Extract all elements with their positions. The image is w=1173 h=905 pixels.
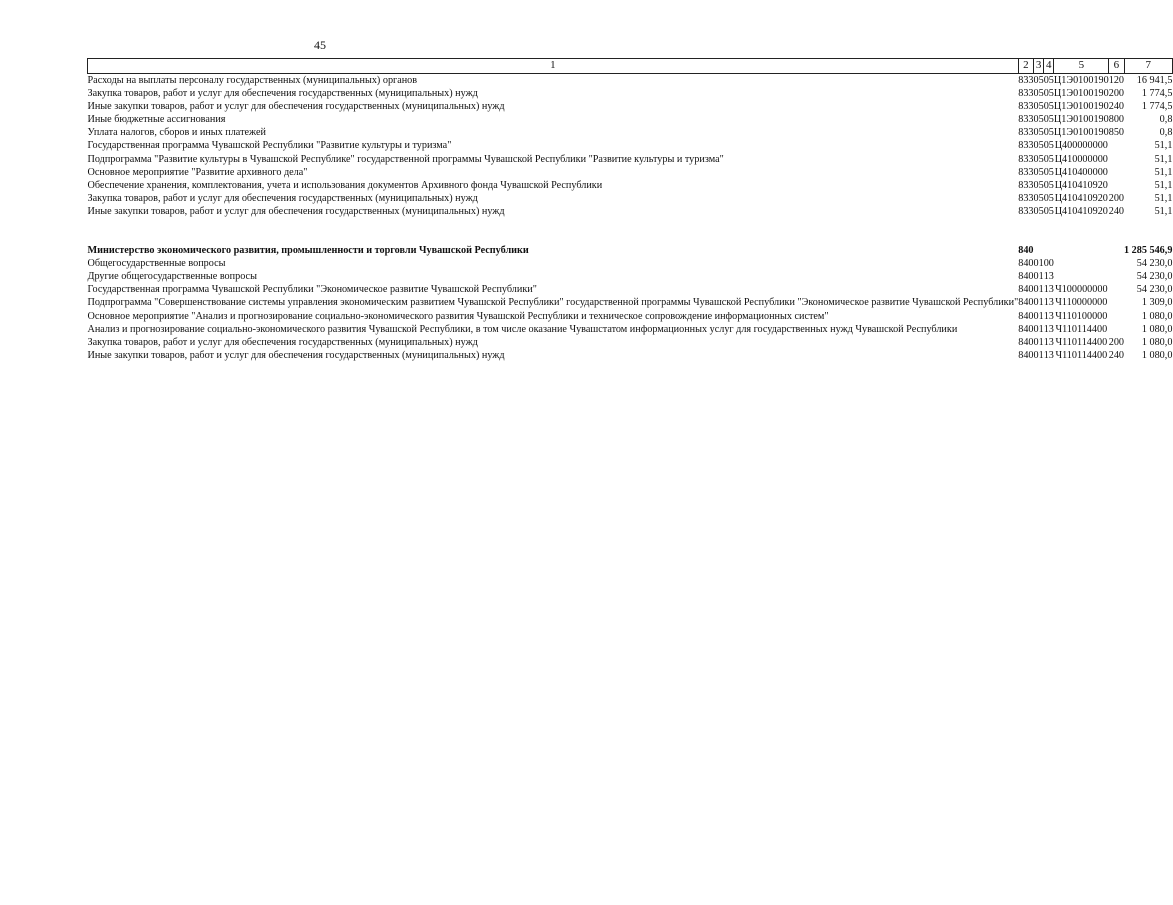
row-target-article-cell: Ч110100000 (1055, 310, 1108, 322)
table-row (88, 257, 1173, 270)
row-section-cell: 05 (1033, 153, 1044, 165)
row-ministry-cell: 833 (1018, 88, 1034, 100)
row-amount-cell: 1 080,0 (1141, 349, 1173, 361)
row-subsection-cell: 05 (1043, 114, 1054, 126)
row-expense-type-cell: 200 (1108, 88, 1125, 100)
row-subsection-cell: 05 (1043, 192, 1054, 204)
row-amount-cell: 51,1 (1154, 140, 1173, 152)
row-amount-cell: 51,1 (1154, 205, 1173, 217)
row-amount-cell: 0,8 (1159, 114, 1173, 126)
row-target-article-cell: Ч110000000 (1055, 297, 1108, 309)
row-section-cell: 05 (1033, 205, 1044, 217)
row-name-cell: Анализ и прогнозирование социально-экономического развития Чувашской Республики, в том числе оказание Чувашстатом информационных услуг для государственных нужд Чувашской Республики (87, 323, 958, 335)
table-row (88, 100, 1173, 113)
row-name-cell: Основное мероприятие "Развитие архивного дела" (87, 166, 308, 178)
row-expense-type-cell: 240 (1108, 205, 1125, 217)
row-target-article-cell: Ц1Э0100190 (1053, 88, 1109, 100)
row-expense-type-cell (1109, 270, 1124, 283)
row-amount-cell: 1 285 546,9 (1124, 245, 1173, 257)
row-expense-type-cell (1109, 310, 1124, 323)
table-row (88, 296, 1173, 309)
row-section-cell: 05 (1033, 179, 1044, 191)
row-name-cell: Общегосударственные вопросы (87, 258, 226, 270)
table-row (88, 179, 1173, 192)
row-expense-type-cell (1109, 296, 1124, 309)
row-ministry-cell: 833 (1018, 75, 1034, 86)
table-body (88, 74, 1173, 362)
row-ministry-cell: 833 (1018, 179, 1034, 191)
row-ministry-cell: 840 (1018, 336, 1034, 348)
row-name-cell: Государственная программа Чувашской Республики "Развитие культуры и туризма" (87, 140, 452, 152)
row-section-cell: 05 (1033, 140, 1044, 152)
row-expense-type-cell: 240 (1108, 101, 1125, 113)
row-ministry-cell: 840 (1018, 271, 1034, 283)
row-ministry-cell: 833 (1018, 192, 1034, 204)
row-amount-cell: 51,1 (1154, 192, 1173, 204)
row-expense-type-cell (1109, 244, 1124, 257)
row-target-article-cell: Ч110114400 (1055, 336, 1108, 348)
row-target-article-cell: Ц1Э0100190 (1053, 75, 1109, 86)
row-subsection-cell (1044, 244, 1054, 257)
table-row (88, 113, 1173, 126)
column-header-row (88, 59, 1173, 74)
row-amount-cell: 51,1 (1154, 179, 1173, 191)
table-row (88, 310, 1173, 323)
row-name-cell: Основное мероприятие "Анализ и прогнозирование социально-экономического развития Чувашской Республики и техническое сопровождение информационных систем" (87, 310, 829, 322)
row-name-cell: Закупка товаров, работ и услуг для обеспечения государственных (муниципальных) нужд (87, 192, 478, 204)
row-section-cell: 01 (1033, 310, 1044, 322)
row-expense-type-cell (1109, 166, 1124, 179)
row-ministry-cell: 833 (1018, 166, 1034, 178)
row-target-article-cell (1054, 257, 1109, 270)
row-amount-cell: 0,8 (1159, 127, 1173, 139)
row-name-cell: Подпрограмма "Развитие культуры в Чувашской Республике" государственной программы Чувашской Республики "Развитие культуры и туризма" (87, 153, 724, 165)
row-section-cell: 05 (1033, 166, 1044, 178)
row-expense-type-cell (1109, 283, 1124, 296)
column-header: 1 (88, 59, 1019, 74)
row-ministry-cell: 833 (1018, 101, 1034, 113)
table-row (88, 126, 1173, 139)
row-expense-type-cell (1109, 179, 1124, 192)
row-amount-cell: 1 080,0 (1141, 310, 1173, 322)
row-name-cell: Иные закупки товаров, работ и услуг для обеспечения государственных (муниципальных) нужд (87, 101, 505, 113)
row-name-cell: Иные бюджетные ассигнования (87, 114, 226, 126)
row-amount-cell: 1 309,0 (1141, 297, 1173, 309)
row-name-cell: Государственная программа Чувашской Республики "Экономическое развитие Чувашской Республики" (87, 284, 537, 296)
row-target-article-cell (1054, 244, 1109, 257)
column-header: 3 (1034, 59, 1044, 74)
row-section-cell: 01 (1033, 297, 1044, 309)
row-expense-type-cell: 850 (1108, 127, 1125, 139)
row-subsection-cell: 13 (1043, 336, 1054, 348)
row-subsection-cell: 05 (1043, 140, 1054, 152)
row-name-cell: Министерство экономического развития, промышленности и торговли Чувашской Республики (87, 245, 529, 257)
row-section-cell: 01 (1033, 336, 1044, 348)
row-amount-cell: 1 774,5 (1141, 101, 1173, 113)
row-ministry-cell: 840 (1018, 310, 1034, 322)
table-row (88, 205, 1173, 218)
row-subsection-cell: 00 (1043, 258, 1054, 270)
row-section-cell: 05 (1033, 88, 1044, 100)
table-row (88, 349, 1173, 362)
row-amount-cell: 54 230,0 (1136, 258, 1173, 270)
row-subsection-cell: 05 (1043, 101, 1054, 113)
row-section-cell: 01 (1033, 284, 1044, 296)
row-target-article-cell: Ч110114400 (1055, 323, 1108, 335)
row-ministry-cell: 833 (1018, 127, 1034, 139)
row-amount-cell: 1 774,5 (1141, 88, 1173, 100)
row-target-article-cell: Ц410410920 (1054, 179, 1108, 191)
row-expense-type-cell: 240 (1108, 349, 1125, 361)
row-subsection-cell: 05 (1043, 153, 1054, 165)
row-target-article-cell: Ц410410920 (1054, 205, 1108, 217)
row-target-article-cell: Ц410410920 (1054, 192, 1108, 204)
row-name-cell: Закупка товаров, работ и услуг для обеспечения государственных (муниципальных) нужд (87, 88, 478, 100)
row-subsection-cell: 13 (1043, 349, 1054, 361)
row-subsection-cell: 13 (1043, 323, 1054, 335)
table-row (88, 244, 1173, 257)
row-ministry-cell: 840 (1018, 349, 1034, 361)
row-amount-cell: 51,1 (1154, 166, 1173, 178)
row-ministry-cell: 840 (1018, 258, 1034, 270)
row-expense-type-cell: 120 (1108, 75, 1125, 86)
row-expense-type-cell (1109, 323, 1124, 336)
table-row (88, 192, 1173, 205)
row-subsection-cell: 05 (1043, 88, 1054, 100)
row-subsection-cell: 05 (1043, 75, 1054, 86)
row-subsection-cell: 05 (1043, 205, 1054, 217)
budget-table (87, 58, 1173, 362)
row-section-cell: 01 (1033, 349, 1044, 361)
column-header: 2 (1018, 59, 1033, 74)
table-row (88, 323, 1173, 336)
row-name-cell: Расходы на выплаты персоналу государственных (муниципальных) органов (87, 75, 418, 86)
row-target-article-cell (1054, 270, 1109, 283)
row-target-article-cell: Ц410000000 (1054, 153, 1108, 165)
column-header: 7 (1124, 59, 1172, 74)
row-subsection-cell: 05 (1043, 179, 1054, 191)
row-target-article-cell: Ц1Э0100190 (1053, 127, 1109, 139)
row-amount-cell: 1 080,0 (1141, 336, 1173, 348)
row-section-cell: 01 (1033, 323, 1044, 335)
row-section-cell: 01 (1033, 271, 1044, 283)
row-target-article-cell: Ц1Э0100190 (1053, 114, 1109, 126)
row-expense-type-cell: 800 (1108, 114, 1125, 126)
row-target-article-cell: Ч110114400 (1055, 349, 1108, 361)
row-name-cell: Закупка товаров, работ и услуг для обеспечения государственных (муниципальных) нужд (87, 336, 478, 348)
column-header: 4 (1044, 59, 1054, 74)
row-ministry-cell: 833 (1018, 140, 1034, 152)
row-amount-cell: 16 941,5 (1136, 75, 1173, 86)
spacer-cell (88, 218, 1173, 244)
row-subsection-cell: 13 (1043, 310, 1054, 322)
row-expense-type-cell: 200 (1108, 336, 1125, 348)
row-section-cell: 05 (1033, 114, 1044, 126)
table-row (88, 166, 1173, 179)
row-expense-type-cell (1109, 153, 1124, 166)
column-header: 6 (1109, 59, 1124, 74)
row-subsection-cell: 05 (1043, 127, 1054, 139)
table-row (88, 153, 1173, 166)
row-subsection-cell: 13 (1043, 271, 1054, 283)
row-ministry-cell: 840 (1018, 284, 1034, 296)
row-subsection-cell: 05 (1043, 166, 1054, 178)
spacer-row (88, 218, 1173, 244)
row-section-cell: 05 (1033, 192, 1044, 204)
table-row (88, 139, 1173, 152)
row-subsection-cell: 13 (1043, 297, 1054, 309)
row-name-cell: Обеспечение хранения, комплектования, учета и использования документов Архивного фонда Чувашской Республики (87, 179, 603, 191)
row-subsection-cell: 13 (1043, 284, 1054, 296)
row-target-article-cell: Ц1Э0100190 (1053, 101, 1109, 113)
row-ministry-cell: 833 (1018, 114, 1034, 126)
row-amount-cell: 54 230,0 (1136, 284, 1173, 296)
row-name-cell: Иные закупки товаров, работ и услуг для обеспечения государственных (муниципальных) нужд (87, 349, 505, 361)
row-name-cell: Уплата налогов, сборов и иных платежей (87, 127, 266, 139)
table-row (88, 283, 1173, 296)
row-amount-cell: 1 080,0 (1141, 323, 1173, 335)
table-row (88, 87, 1173, 100)
row-target-article-cell: Ц410400000 (1054, 166, 1108, 178)
table-row (88, 336, 1173, 349)
row-target-article-cell: Ч100000000 (1055, 284, 1108, 296)
row-name-cell: Подпрограмма "Совершенствование системы управления экономическим развитием Чувашской Республики" государственной программы Чувашской Республики "Экономическое развитие Чувашской Республики" (87, 297, 1019, 309)
page-number: 45 (314, 38, 326, 52)
row-section-cell: 05 (1033, 127, 1044, 139)
row-section-cell: 05 (1033, 75, 1044, 86)
row-expense-type-cell: 200 (1108, 192, 1125, 204)
row-expense-type-cell (1109, 139, 1124, 152)
row-ministry-cell: 840 (1018, 297, 1034, 309)
table-row (88, 270, 1173, 283)
row-section-cell: 05 (1033, 101, 1044, 113)
row-section-cell: 01 (1033, 258, 1044, 270)
row-ministry-cell: 840 (1018, 323, 1034, 335)
row-section-cell (1034, 244, 1044, 257)
table-row (88, 74, 1173, 88)
row-target-article-cell: Ц400000000 (1054, 140, 1108, 152)
row-expense-type-cell (1109, 257, 1124, 270)
row-name-cell: Иные закупки товаров, работ и услуг для обеспечения государственных (муниципальных) нужд (87, 205, 505, 217)
row-ministry-cell: 833 (1018, 205, 1034, 217)
row-ministry-cell: 840 (1018, 245, 1034, 257)
row-name-cell: Другие общегосударственные вопросы (87, 271, 257, 283)
row-amount-cell: 54 230,0 (1136, 271, 1173, 283)
column-header: 5 (1054, 59, 1109, 74)
row-amount-cell: 51,1 (1154, 153, 1173, 165)
row-ministry-cell: 833 (1018, 153, 1034, 165)
